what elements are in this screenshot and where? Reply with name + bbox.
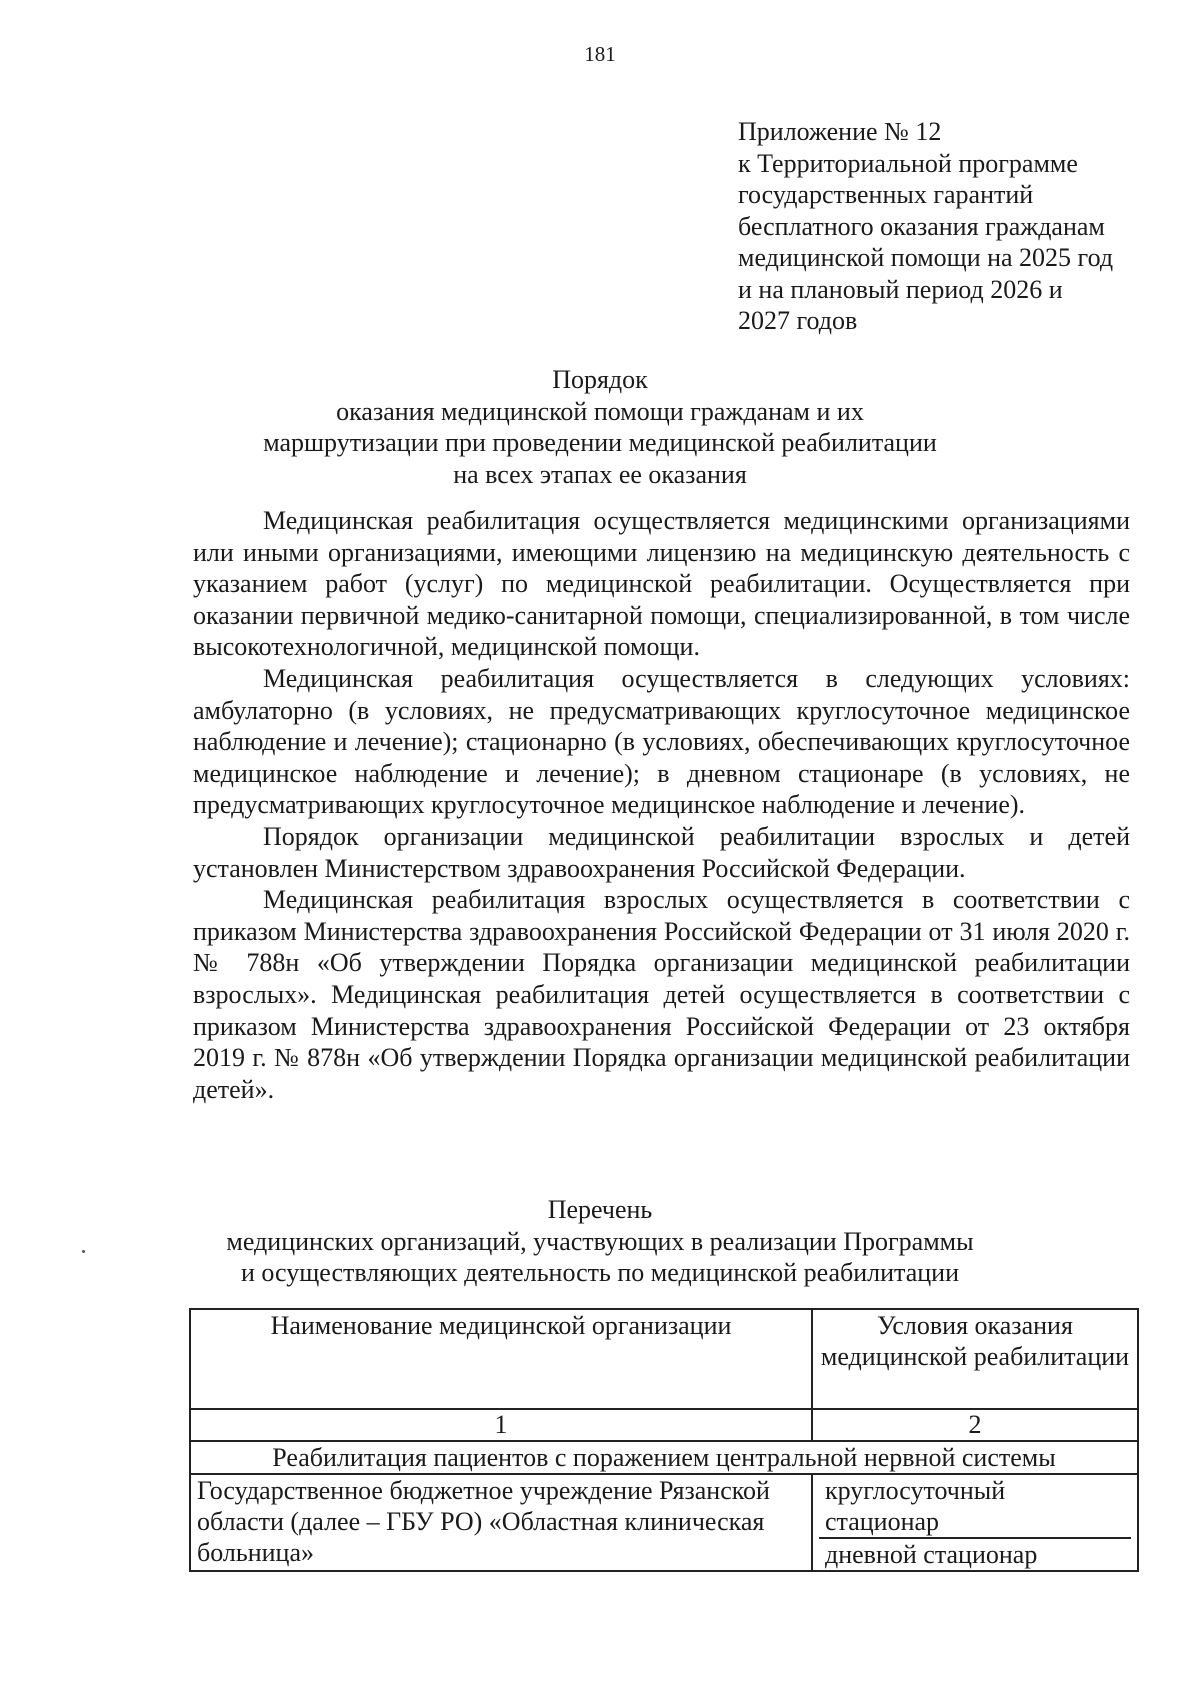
table-row bbox=[190, 1474, 1138, 1571]
organizations-table bbox=[189, 1308, 1139, 1572]
order-title bbox=[0, 364, 1200, 490]
table-section-row bbox=[190, 1441, 1138, 1474]
condition-item: круглосуточный стационар bbox=[825, 1476, 1006, 1536]
paragraph: Медицинская реабилитация осуществляется медицинскими организациями или иными организациями, имеющими лицензию на медицинскую деятельность с указанием работ (услуг) по медицинской реабилитации. Осуществляется при оказании первичной медико-санитарной помощи, специализированной, в том числе высокотехнологичной, медицинской помощи. bbox=[193, 506, 1130, 662]
header-cell-organization: Наименование медицинской организации bbox=[190, 1309, 812, 1409]
appendix-block bbox=[738, 116, 1178, 337]
title-line: Порядок bbox=[552, 365, 648, 394]
column-number-cell: 1 bbox=[190, 1409, 812, 1441]
organization-name-cell: Государственное бюджетное учреждение Рязанской области (далее – ГБУ РО) «Областная клиническая больница» bbox=[190, 1474, 812, 1571]
table-header-row bbox=[190, 1309, 1138, 1409]
header-cell-conditions: Условия оказания медицинской реабилитации bbox=[812, 1309, 1138, 1409]
section-cell: Реабилитация пациентов с поражением центральной нервной системы bbox=[190, 1441, 1138, 1474]
list-title bbox=[0, 1194, 1200, 1289]
paragraph: Порядок организации медицинской реабилитации взрослых и детей установлен Министерством здравоохранения Российской Федерации. bbox=[193, 821, 1130, 883]
title-line: маршрутизации при проведении медицинской реабилитации bbox=[263, 428, 937, 457]
condition-item: дневной стационар bbox=[819, 1537, 1131, 1570]
body-text bbox=[193, 505, 1130, 1105]
title-line: оказания медицинской помощи гражданам и их bbox=[336, 396, 864, 426]
title-line: Перечень bbox=[547, 1195, 653, 1224]
appendix-line: государственных гарантий bbox=[738, 180, 1034, 209]
paragraph: Медицинская реабилитация осуществляется в следующих условиях: амбулаторно (в условиях, не предусматривающих круглосуточное медицинское наблюдение и лечение); стационарно (в условиях, обеспечивающих круглосуточное медицинское наблюдение и лечение); в дневном стационаре (в условиях, не предусматривающих круглосуточное медицинское наблюдение и лечение). bbox=[193, 663, 1130, 820]
title-line: на всех этапах ее оказания bbox=[453, 459, 747, 489]
appendix-line: и на плановый период 2026 и bbox=[738, 274, 1063, 304]
conditions-cell bbox=[812, 1474, 1138, 1571]
appendix-line: 2027 годов bbox=[738, 306, 858, 335]
page-number: 181 bbox=[584, 42, 616, 66]
appendix-line: к Территориальной программе bbox=[738, 148, 1078, 178]
title-line: медицинских организаций, участвующих в реализации Программы bbox=[226, 1226, 974, 1256]
column-number-cell: 2 bbox=[812, 1409, 1138, 1441]
paragraph: Медицинская реабилитация взрослых осуществляется в соответствии с приказом Министерства здравоохранения Российской Федерации от 31 июля 2020 г. № 788н «Об утверждении Порядка организации медицинской реабилитации взрослых». Медицинская реабилитация детей осуществляется в соответствии с приказом Министерства здравоохранения Российской Федерации от 23 октября 2019 г. № 878н «Об утверждении Порядка организации медицинской реабилитации детей». bbox=[193, 885, 1130, 1104]
appendix-line: медицинской помощи на 2025 год bbox=[738, 243, 1114, 272]
table-number-row bbox=[190, 1409, 1138, 1441]
appendix-line: бесплатного оказания гражданам bbox=[738, 211, 1105, 241]
title-line: и осуществляющих деятельность по медицинской реабилитации bbox=[241, 1258, 959, 1287]
appendix-line: Приложение № 12 bbox=[738, 117, 942, 146]
